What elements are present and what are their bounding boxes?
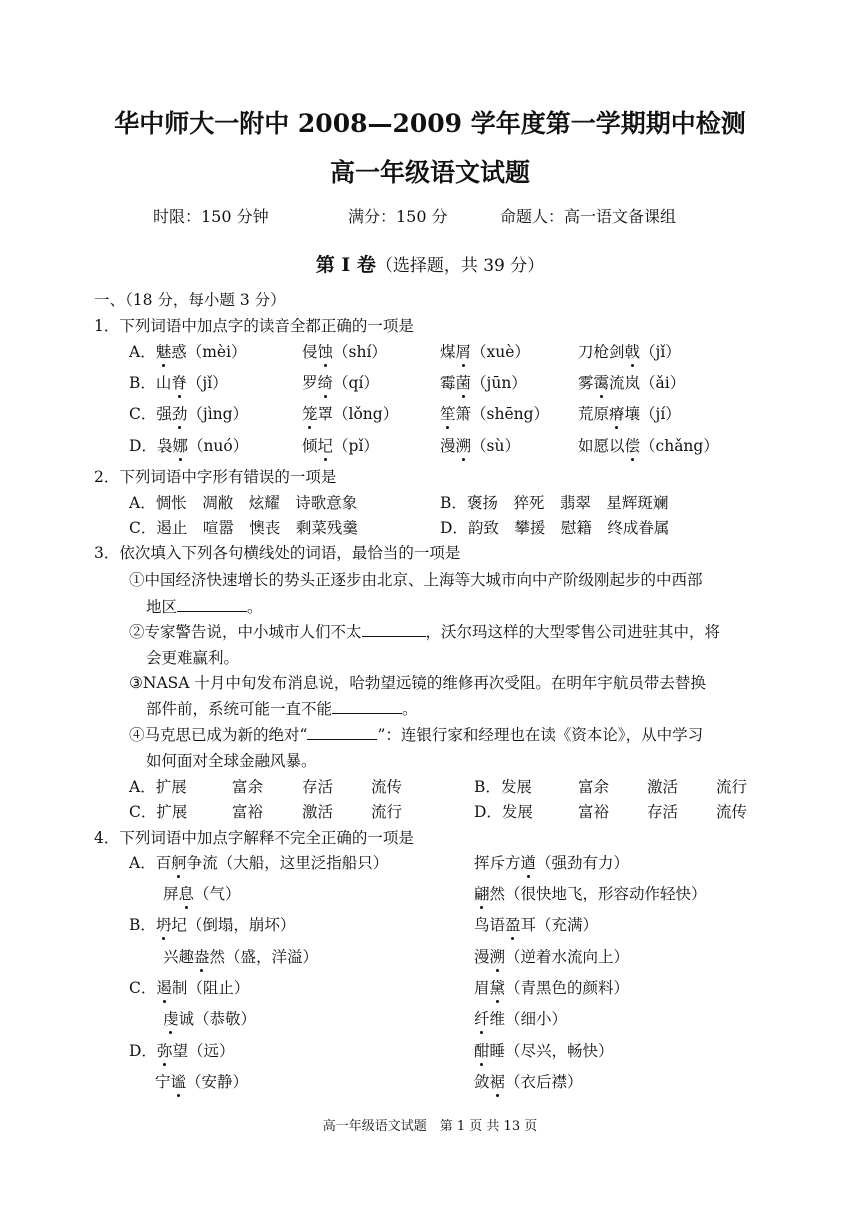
q3-c-1: C．扩展	[129, 803, 188, 821]
time-limit: 时限：150 分钟	[153, 207, 269, 226]
blank-1	[177, 597, 247, 612]
q3-a-3: 存活	[302, 778, 334, 796]
blank-4	[307, 725, 377, 740]
q3-d-1: D．发展	[474, 803, 533, 821]
q2-option-c: C．遏止 喧嚣 懊丧 剩菜残羹	[129, 519, 358, 537]
q1-c-2: 笼罩（lǒng）	[302, 405, 399, 423]
q3-s2-post: ，沃尔玛这样的大型零售公司进驻其中，将	[425, 623, 721, 641]
blank-3	[332, 699, 402, 714]
q3-s3-pre: 部件前，系统可能一直不能	[146, 700, 333, 718]
q4-d-2: 酣睡（尽兴，畅快）	[474, 1042, 614, 1060]
q3-c-4: 流行	[371, 803, 403, 821]
full-score: 满分：150 分	[348, 207, 448, 226]
exam-title: 华中师大一附中 2008—2009 学年度第一学期期中检测	[114, 109, 746, 138]
q4-b-3: 兴趣盎然（盛，洋溢）	[163, 948, 319, 966]
q3-d-3: 存活	[647, 803, 679, 821]
q3-s1-pre: 地区	[146, 598, 178, 616]
q3-sentence-3-line-2	[146, 699, 418, 719]
q2-option-a: A．惆怅 凋敝 炫耀 诗歌意象	[129, 494, 358, 512]
q4-b-2: 鸟语盈耳（充满）	[474, 916, 599, 934]
q1-b-3: 霉菌（jūn）	[440, 374, 527, 392]
q3-s4-post: ”：连银行家和经理也在读《资本论》，从中学习	[377, 726, 704, 744]
q3-d-4: 流传	[716, 803, 748, 821]
q3-d-2: 富裕	[578, 803, 610, 821]
q2-option-b: B．褒扬 猝死 翡翠 星辉斑斓	[440, 494, 669, 512]
q1-b-1: B．山脊（jǐ）	[129, 374, 228, 392]
q3-c-2: 富裕	[232, 803, 264, 821]
section-name: 第 I 卷	[315, 254, 376, 276]
q1-b-2: 罗绮（qí）	[302, 374, 379, 392]
q4-d-4: 敛裾（衣后襟）	[474, 1073, 583, 1091]
q3-s1-post: 。	[247, 598, 263, 616]
q3-a-4: 流传	[371, 778, 403, 796]
q4-a-4: 翩然（很快地飞，形容动作轻快）	[474, 885, 707, 903]
q4-a-3: 屏息（气）	[163, 885, 241, 903]
q4-b-4: 漫溯（逆着水流向上）	[474, 948, 630, 966]
q4-d-3: 宁谧（安静）	[155, 1073, 249, 1091]
exam-subtitle: 高一年级语文试题	[329, 158, 530, 187]
q3-a-2: 富余	[232, 778, 264, 796]
q1-a-2: 侵蚀（shí）	[302, 343, 387, 361]
q4-c-4: 纤维（细小）	[474, 1010, 568, 1028]
q3-b-2: 富余	[578, 778, 610, 796]
section-note: （选择题，共 39 分）	[375, 256, 545, 276]
part-heading: 一、（18 分，每小题 3 分）	[94, 291, 286, 309]
q3-c-3: 激活	[302, 803, 334, 821]
q2-option-d: D．韵致 攀援 慰籍 终成眷属	[440, 519, 670, 537]
q3-s4-pre: ④马克思已成为新的绝对“	[129, 726, 308, 744]
q4-c-2: 眉黛（青黑色的颜料）	[474, 979, 630, 997]
q3-sentence-2-line-2: 会更难赢利。	[146, 649, 240, 667]
q1-c-1: C．强劲（jìng）	[129, 405, 249, 423]
q1-b-4: 雾霭流岚（ǎi）	[578, 374, 686, 392]
q3-b-1: B．发展	[474, 778, 532, 796]
q1-c-3: 笙箫（shēng）	[440, 405, 550, 423]
q1-d-1: D．袅娜（nuó）	[129, 437, 249, 455]
q1-d-3: 漫溯（sù）	[440, 437, 520, 455]
q1-d-2: 倾圮（pǐ）	[302, 437, 379, 455]
q3-a-1: A．扩展	[129, 778, 187, 796]
question-1-stem: 1．下列词语中加点字的读音全都正确的一项是	[94, 317, 414, 335]
q3-sentence-1-line-1: ①中国经济快速增长的势头正逐步由北京、上海等大城市向中产阶级刚起步的中西部	[129, 571, 703, 589]
q3-b-3: 激活	[647, 778, 679, 796]
q1-a-4: 刀枪剑戟（jǐ）	[578, 343, 681, 361]
q3-sentence-3-line-1: ③NASA 十月中旬发布消息说，哈勃望远镜的维修再次受阻。在明年宇航员带去替换	[129, 674, 706, 692]
q1-d-4: 如愿以偿（chǎng）	[578, 437, 719, 455]
q1-a-3: 煤屑（xuè）	[440, 343, 530, 361]
q3-b-4: 流行	[716, 778, 748, 796]
q4-c-3: 虔诚（恭敬）	[163, 1010, 257, 1028]
q1-c-4: 荒原瘠壤（jí）	[578, 405, 681, 423]
author: 命题人：高一语文备课组	[500, 207, 677, 226]
q4-b-1: B．坍圮（倒塌，崩坏）	[129, 916, 296, 934]
page-footer: 高一年级语文试题 第 1 页 共 13 页	[322, 1119, 538, 1134]
section-heading	[0, 250, 860, 277]
q3-s3-post: 。	[402, 700, 418, 718]
q4-c-1: C．遏制（阻止）	[129, 979, 250, 997]
q3-sentence-4-line-2: 如何面对全球金融风暴。	[146, 752, 317, 770]
q4-a-1: A．百舸争流（大船，这里泛指船只）	[129, 854, 389, 872]
q3-sentence-2-line-1	[129, 622, 720, 642]
question-3-stem: 3．依次填入下列各句横线处的词语，最恰当的一项是	[94, 544, 461, 562]
q3-sentence-4-line-1	[129, 725, 703, 745]
question-2-stem: 2．下列词语中字形有错误的一项是	[94, 468, 337, 486]
q3-s2-pre: ②专家警告说，中小城市人们不太	[129, 623, 362, 641]
q3-sentence-1-line-2	[146, 597, 263, 617]
q4-d-1: D．弥望（远）	[129, 1042, 235, 1060]
q4-a-2: 挥斥方遒（强劲有力）	[474, 854, 630, 872]
blank-2	[362, 622, 426, 637]
q1-a-1: A．魅惑（mèi）	[129, 343, 247, 361]
question-4-stem: 4．下列词语中加点字解释不完全正确的一项是	[94, 829, 414, 847]
